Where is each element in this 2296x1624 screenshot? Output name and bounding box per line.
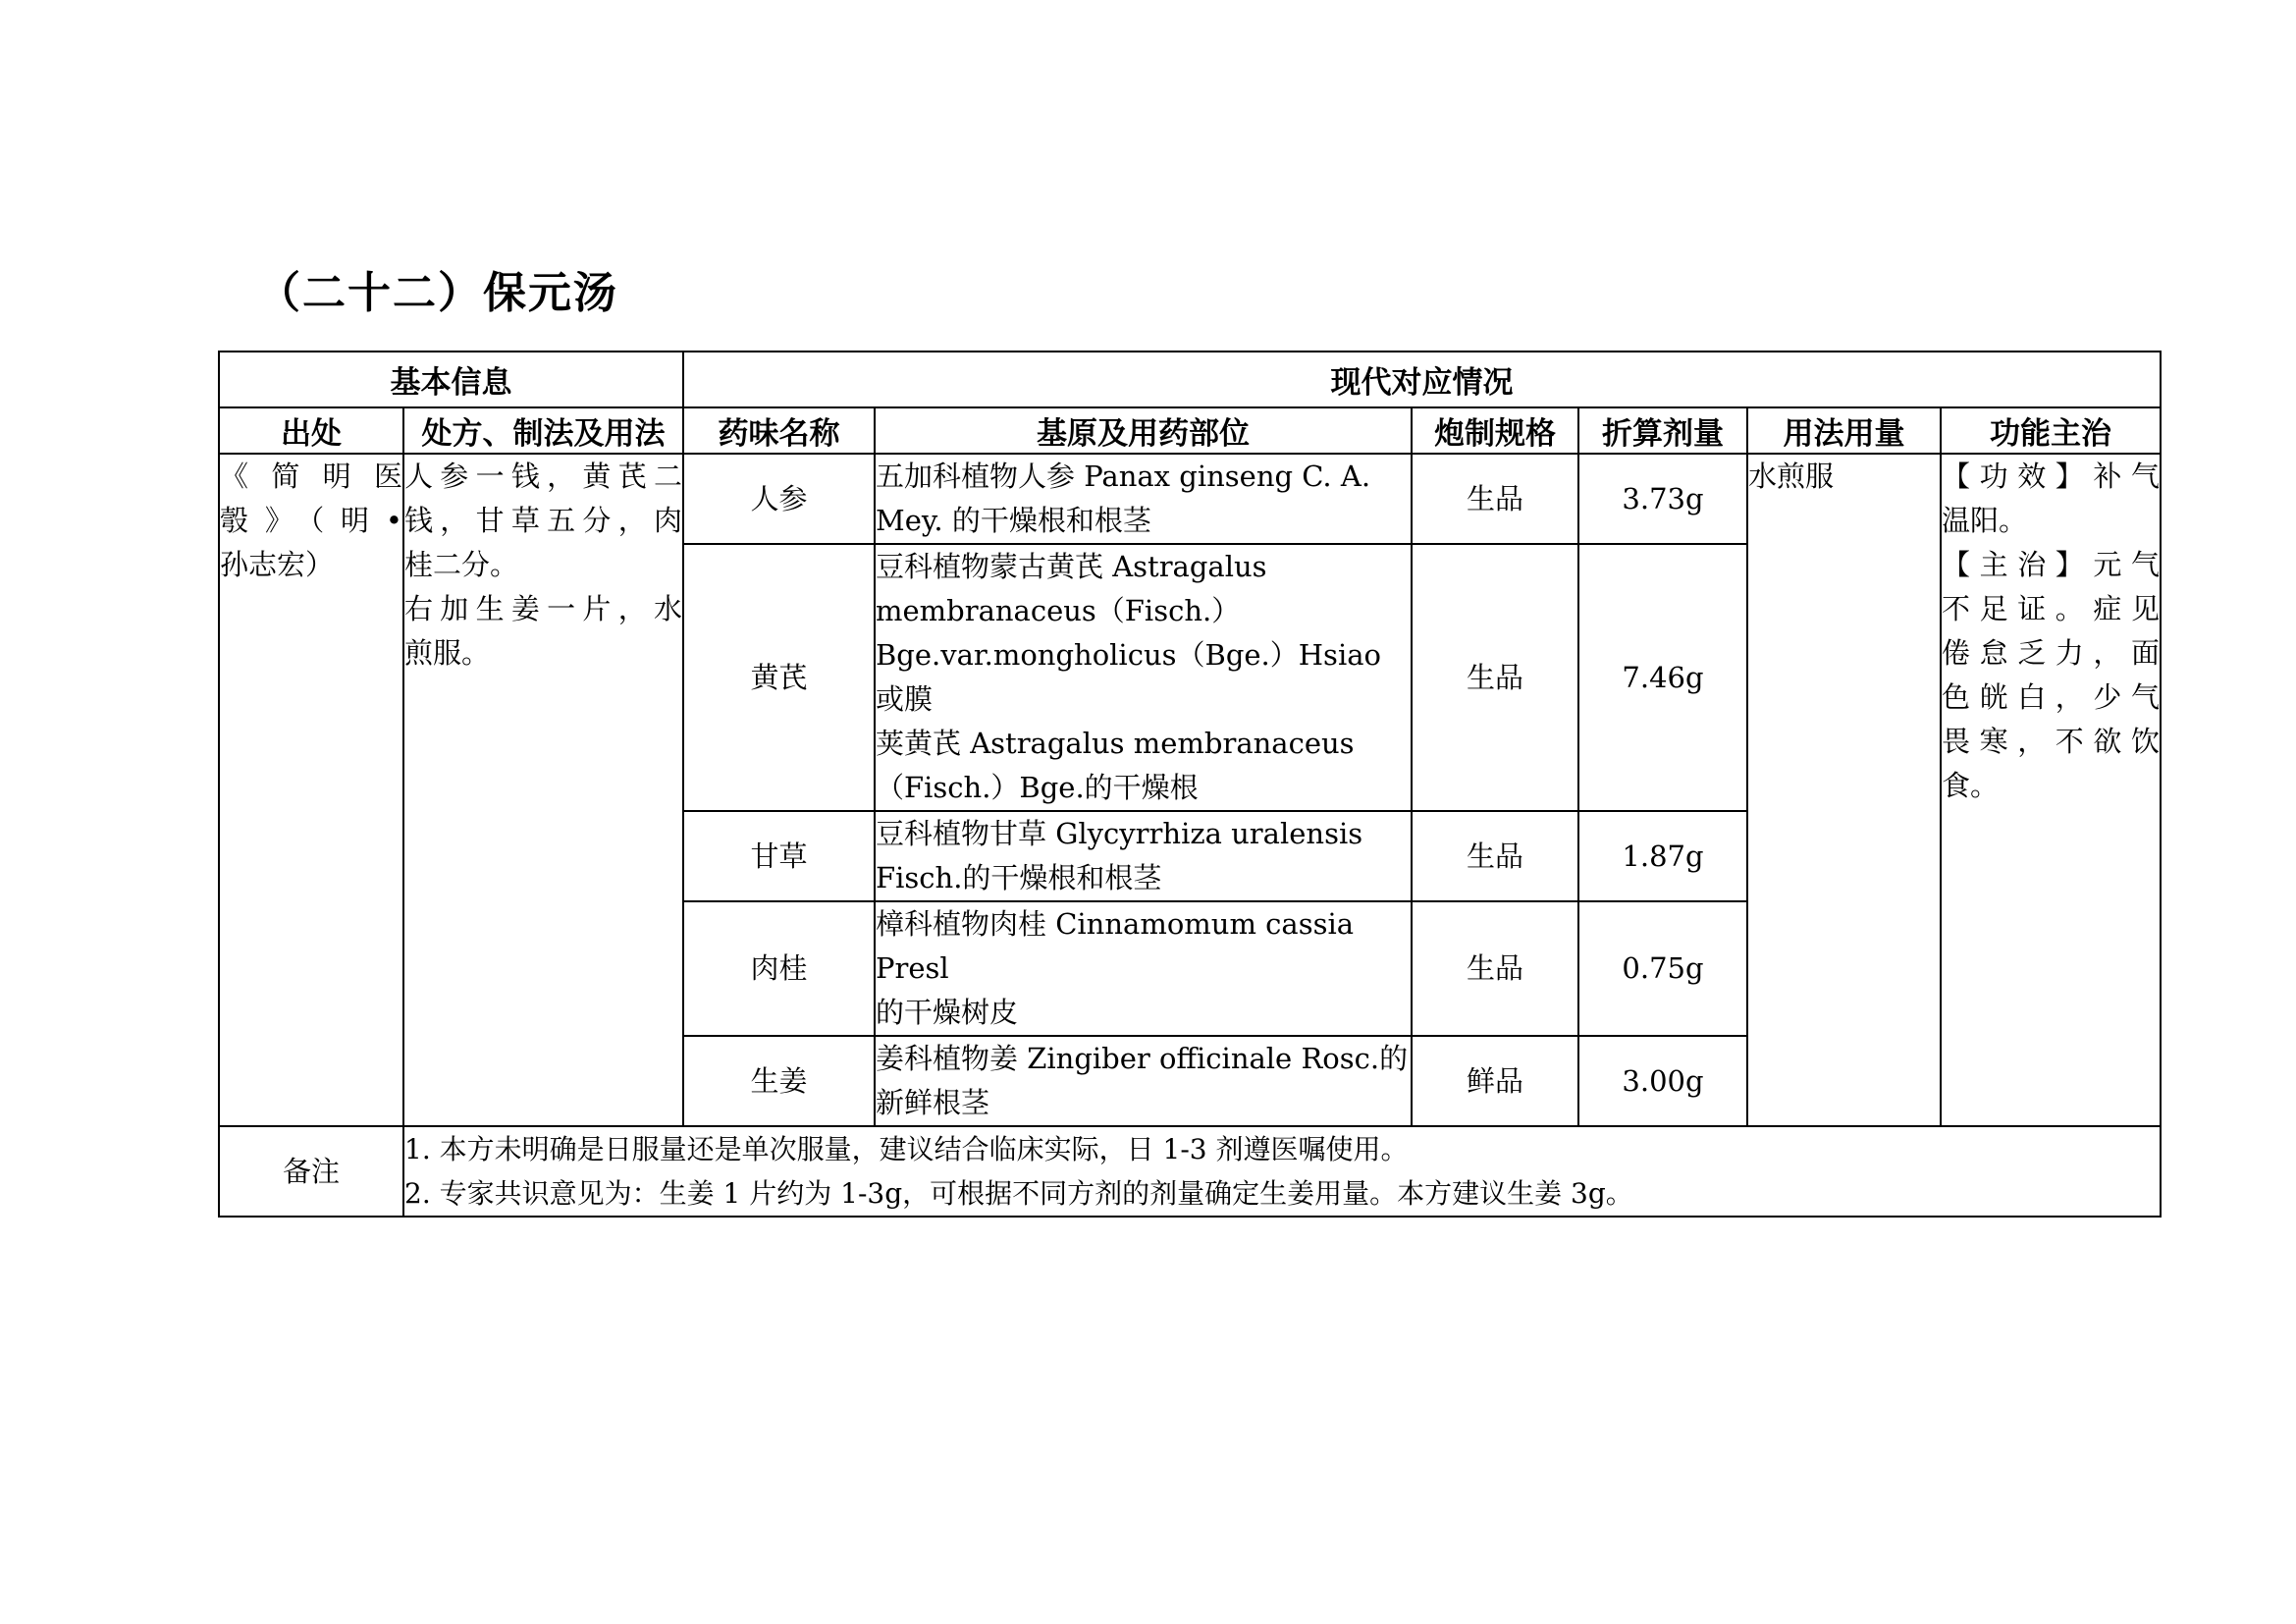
herb-processing: 生品 (1412, 544, 1578, 811)
herb-origin (875, 454, 1412, 544)
source-cell (219, 454, 403, 1126)
herb-origin (875, 1036, 1412, 1126)
header-processing: 炮制规格 (1412, 407, 1578, 454)
prescription-line: 钱，甘草五分，肉 (404, 504, 682, 537)
herb-origin (875, 811, 1412, 901)
herb-name: 黄芪 (683, 544, 875, 811)
header-usage: 用法用量 (1747, 407, 1941, 454)
herb-origin (875, 544, 1412, 811)
prescription-line: 人参一钱，黄芪二 (404, 460, 682, 493)
origin-line: 荚黄芪 Astragalus membranaceus (876, 727, 1355, 760)
header-prescription: 处方、制法及用法 (403, 407, 683, 454)
header-origin: 基原及用药部位 (875, 407, 1412, 454)
function-cell (1941, 454, 2161, 1126)
origin-line: Fisch.的干燥根和根茎 (876, 861, 1162, 894)
herb-dose: 3.73g (1578, 454, 1747, 544)
origin-line: 豆科植物蒙古黄芪 Astragalus (876, 550, 1267, 583)
herb-name: 甘草 (683, 811, 875, 901)
origin-line: 五加科植物人参 Panax ginseng C. A. (876, 460, 1371, 493)
function-line: 【功效】补气 (1942, 460, 2161, 493)
header-function: 功能主治 (1941, 407, 2161, 454)
prescription-line: 右加生姜一片，水 (404, 592, 682, 625)
origin-line: 的干燥树皮 (876, 996, 1019, 1029)
function-line: 倦怠乏力，面 (1942, 636, 2161, 670)
function-line: 食。 (1942, 769, 2000, 802)
notes-label: 备注 (219, 1126, 403, 1217)
header-modern-info: 现代对应情况 (683, 352, 2161, 407)
header-dose: 折算剂量 (1578, 407, 1747, 454)
herb-processing: 生品 (1412, 811, 1578, 901)
origin-line: Mey. 的干燥根和根茎 (876, 504, 1151, 537)
notes-content (403, 1126, 2161, 1217)
origin-line: 豆科植物甘草 Glycyrrhiza uralensis (876, 817, 1363, 850)
herb-dose: 3.00g (1578, 1036, 1747, 1126)
source-line: 《简明医 (220, 460, 402, 493)
header-herb-name: 药味名称 (683, 407, 875, 454)
herb-dose: 0.75g (1578, 901, 1747, 1036)
page-title: （二十二）保元汤 (257, 268, 618, 318)
herb-name: 肉桂 (683, 901, 875, 1036)
prescription-cell (403, 454, 683, 1126)
function-line: 【主治】元气 (1942, 548, 2161, 581)
herb-processing: 鲜品 (1412, 1036, 1578, 1126)
note-line: 1. 本方未明确是日服量还是单次服量，建议结合临床实际，日 1-3 剂遵医嘱使用。 (404, 1133, 1409, 1165)
notes-row (219, 1126, 2161, 1217)
note-line: 2. 专家共识意见为：生姜 1 片约为 1-3g，可根据不同方剂的剂量确定生姜用量。本方建议生姜 3g。 (404, 1177, 1633, 1210)
origin-line: Bge.var.mongholicus（Bge.）Hsiao 或膜 (876, 638, 1381, 716)
usage-cell: 水煎服 (1747, 454, 1941, 1126)
function-line: 不足证。症见 (1942, 592, 2161, 625)
source-line: 彀》（明• (220, 504, 402, 537)
prescription-line: 桂二分。 (404, 548, 519, 581)
herb-processing: 生品 (1412, 454, 1578, 544)
herb-dose: 1.87g (1578, 811, 1747, 901)
herb-processing: 生品 (1412, 901, 1578, 1036)
header-source: 出处 (219, 407, 403, 454)
origin-line: 樟科植物肉桂 Cinnamomum cassia Presl (876, 907, 1355, 985)
herb-origin (875, 901, 1412, 1036)
header-basic-info: 基本信息 (219, 352, 683, 407)
origin-line: 姜科植物姜 Zingiber officinale Rosc.的 (876, 1042, 1409, 1075)
origin-line: 新鲜根茎 (876, 1086, 990, 1119)
origin-line: membranaceus（Fisch.） (876, 594, 1241, 627)
herb-dose: 7.46g (1578, 544, 1747, 811)
origin-line: （Fisch.）Bge.的干燥根 (876, 771, 1199, 804)
herb-name: 人参 (683, 454, 875, 544)
prescription-table (218, 351, 2162, 1218)
herb-name: 生姜 (683, 1036, 875, 1126)
prescription-line: 煎服。 (404, 636, 491, 670)
function-line: 色㿠白，少气 (1942, 680, 2161, 714)
table-row (219, 454, 2161, 544)
source-line: 孙志宏） (220, 548, 335, 581)
function-line: 畏寒，不欲饮 (1942, 725, 2161, 758)
function-line: 温阳。 (1942, 504, 2028, 537)
